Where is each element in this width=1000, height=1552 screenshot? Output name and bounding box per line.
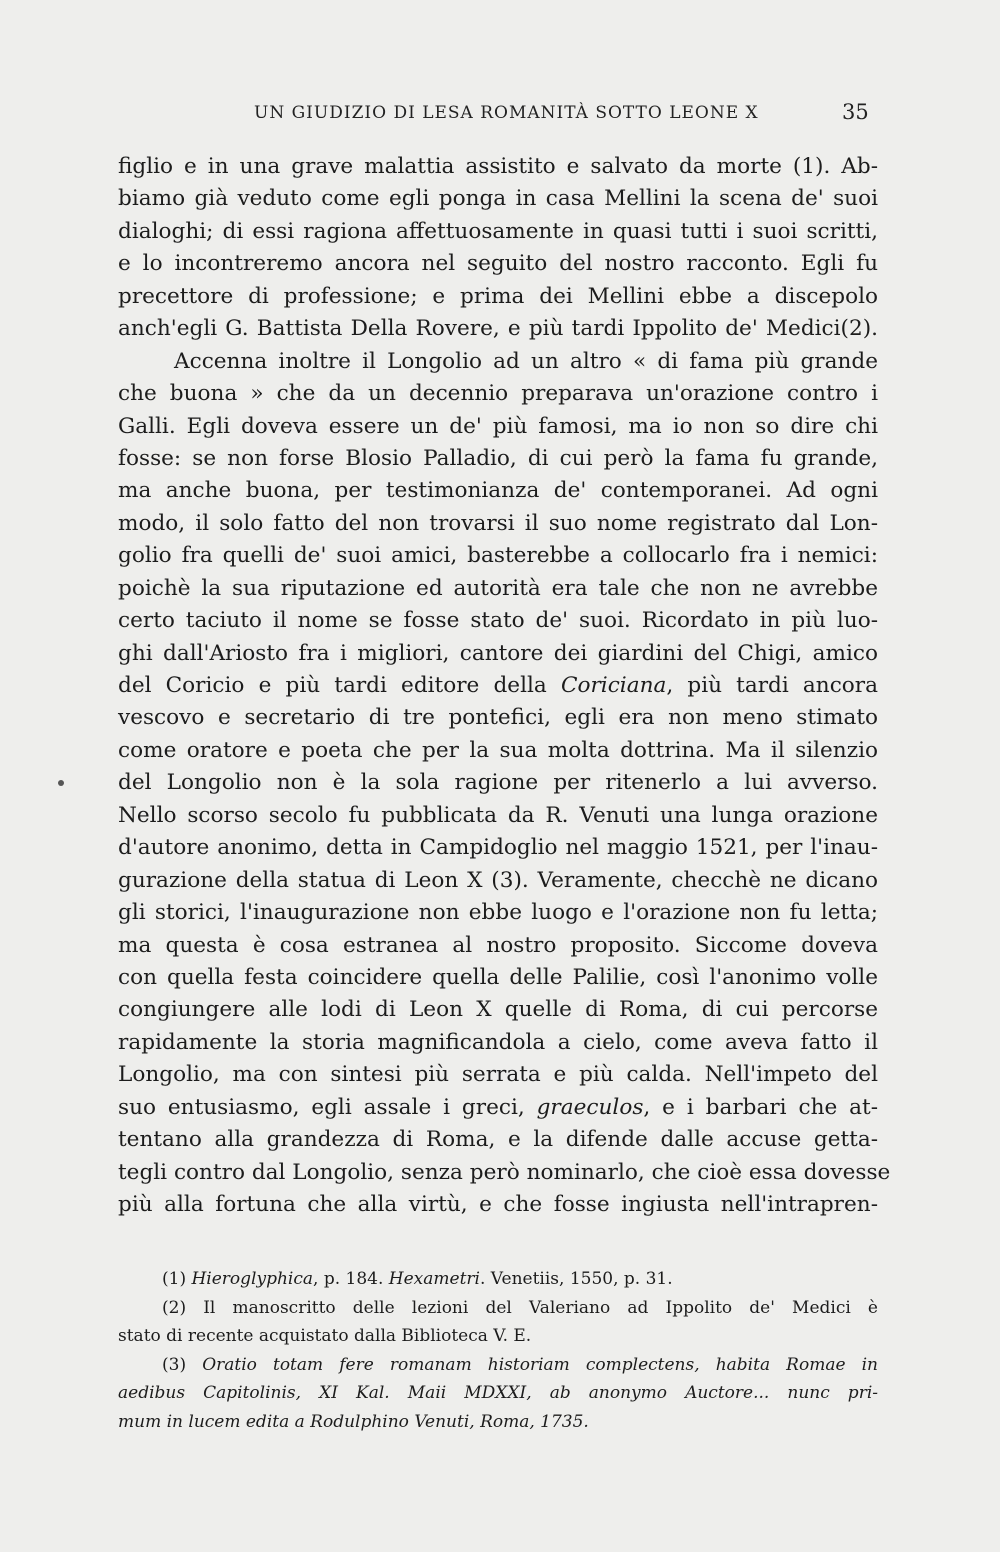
text-line: tegli contro dal Longolio, senza però nominarlo, che cioè essa dovesse <box>118 1159 891 1185</box>
footnotes <box>118 1265 878 1437</box>
text-line: tentano alla grandezza di Roma, e la difende dalle accuse getta- <box>118 1127 878 1153</box>
footnote-3-cont <box>118 1379 878 1408</box>
text-line: golio fra quelli de' suoi amici, basterebbe a collocarlo fra i nemici: <box>118 543 878 569</box>
text-line: rapidamente la storia magnificandola a cielo, come aveva fatto il <box>118 1029 878 1055</box>
footnote-marker: (3) <box>162 1354 203 1375</box>
page-header <box>0 100 1000 130</box>
text-line: precettore di professione; e prima dei Mellini ebbe a discepolo <box>118 283 878 309</box>
text-line: figlio e in una grave malattia assistito e salvato da morte (1). Ab- <box>118 154 878 179</box>
text-line: d'autore anonimo, detta in Campidoglio nel maggio 1521, per l'inau- <box>118 835 878 861</box>
footnote-3 <box>118 1351 878 1380</box>
footnote-title: mum in lucem edita a Rodulphino Venuti, Roma, 1735. <box>118 1411 589 1432</box>
footnote-title: aedibus Capitolinis, XI Kal. Maii MDXXI, ab anonymo Auctore... nunc pri- <box>118 1383 878 1404</box>
text-line: con quella festa coincidere quella delle Palilie, così l'anonimo volle <box>118 964 878 990</box>
footnote-text: , p. 184. <box>313 1269 389 1289</box>
text-line: Nello scorso secolo fu pubblicata da R. Venuti una lunga orazione <box>118 802 878 828</box>
main-text <box>118 151 891 1221</box>
margin-mark <box>58 780 64 786</box>
text-fragment: del Coricio e più tardi editore della <box>118 673 561 698</box>
footnote-title: Oratio totam fere romanam historiam complectens, habita Romae in <box>202 1354 879 1375</box>
text-line: certo taciuto il nome se fosse stato de' suoi. Ricordato in più luo- <box>118 608 878 634</box>
text-line: gurazione della statua di Leon X (3). Veramente, checchè ne dicano <box>118 867 878 893</box>
text-line: poichè la sua riputazione ed autorità era tale che non ne avrebbe <box>118 575 878 601</box>
footnote-title: Hexametri <box>388 1269 480 1289</box>
footnote-marker: (1) <box>162 1269 192 1289</box>
footnote-3-cont <box>118 1408 878 1437</box>
text-line: dialoghi; di essi ragiona affettuosamente in quasi tutti i suoi scritti, <box>118 218 878 244</box>
text-line: ma anche buona, per testimonianza de' contemporanei. Ad ogni <box>118 478 878 504</box>
text-line: del Longolio non è la sola ragione per ritenerlo a lui avverso. <box>118 770 878 796</box>
text-line: anch'egli G. Battista Della Rovere, e più tardi Ippolito de' Medici(2). <box>118 316 878 342</box>
text-line: e lo incontreremo ancora nel seguito del nostro racconto. Egli fu <box>118 251 878 277</box>
text-line: biamo già veduto come egli ponga in casa Mellini la scena de' suoi <box>118 186 878 212</box>
footnote-2: (2) Il manoscritto delle lezioni del Valeriano ad Ippolito de' Medici è <box>162 1297 878 1318</box>
footnote-text: . Venetiis, 1550, p. 31. <box>479 1269 673 1289</box>
footnote-2-cont: stato di recente acquistato dalla Biblioteca V. E. <box>118 1326 532 1347</box>
running-title: UN GIUDIZIO DI LESA ROMANITÀ SOTTO LEONE X <box>254 103 759 123</box>
text-fragment: , e i barbari che at- <box>643 1094 878 1120</box>
text-fragment: , più tardi ancora <box>666 673 878 698</box>
text-line: più alla fortuna che alla virtù, e che fosse ingiusta nell'intrapren- <box>118 1192 878 1217</box>
text-fragment: suo entusiasmo, egli assale i greci, <box>118 1094 537 1120</box>
text-line: Galli. Egli doveva essere un de' più famosi, ma io non so dire chi <box>118 413 878 439</box>
text-line-with-italic <box>118 670 878 702</box>
italic-title: Coriciana <box>560 673 667 698</box>
text-line: come oratore e poeta che per la sua molta dottrina. Ma il silenzio <box>118 737 878 763</box>
text-line: modo, il solo fatto del non trovarsi il suo nome registrato dal Lon- <box>118 510 878 536</box>
text-line: ghi dall'Ariosto fra i migliori, cantore dei giardini del Chigi, amico <box>118 640 878 666</box>
footnote-title: Hieroglyphica <box>191 1269 314 1289</box>
text-line: gli storici, l'inaugurazione non ebbe luogo e l'orazione non fu letta; <box>118 900 878 926</box>
footnote-1 <box>118 1265 878 1294</box>
text-line: vescovo e secretario di tre pontefici, egli era non meno stimato <box>118 705 878 731</box>
text-line: Longolio, ma con sintesi più serrata e più calda. Nell'impeto del <box>118 1062 878 1088</box>
italic-word: graeculos <box>536 1094 644 1120</box>
text-line: fosse: se non forse Blosio Palladio, di cui però la fama fu grande, <box>118 445 878 471</box>
text-line: Accenna inoltre il Longolio ad un altro « di fama più grande <box>174 348 878 374</box>
page-number: 35 <box>842 100 869 124</box>
text-line: congiungere alle lodi di Leon X quelle di Roma, di cui percorse <box>118 997 878 1023</box>
text-line: ma questa è cosa estranea al nostro proposito. Siccome doveva <box>118 932 878 958</box>
text-line-with-italic <box>118 1092 878 1124</box>
text-line: che buona » che da un decennio preparava un'orazione contro i <box>118 381 878 407</box>
